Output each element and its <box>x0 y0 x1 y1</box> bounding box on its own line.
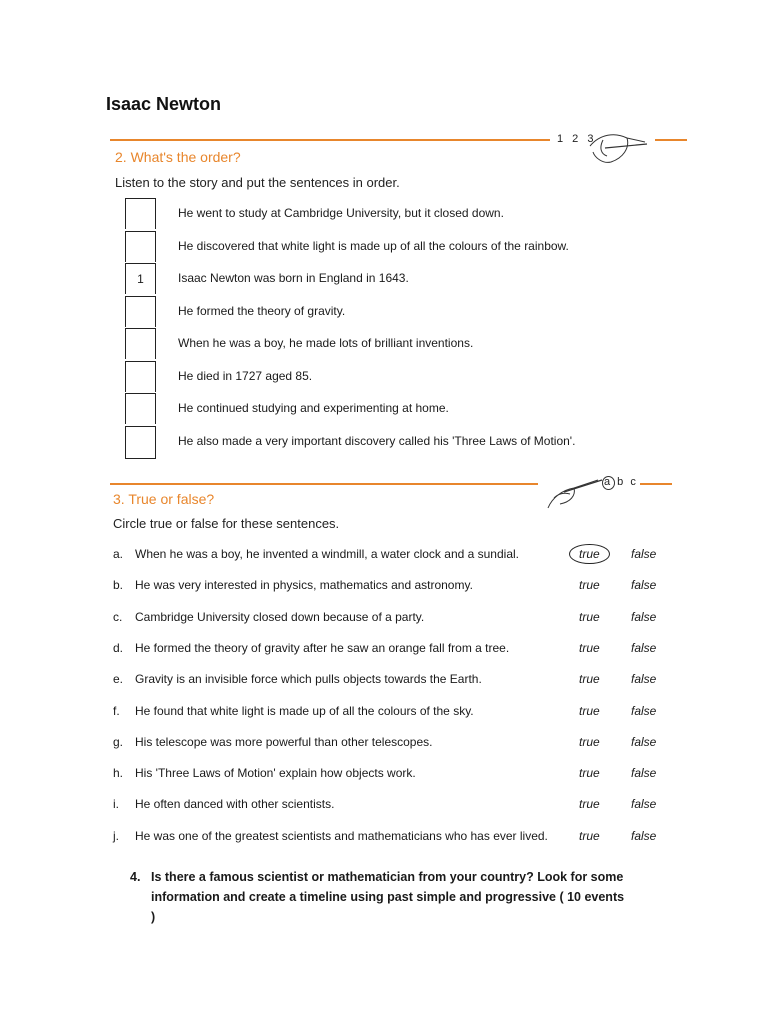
row-letter: b. <box>113 578 124 593</box>
true-option[interactable]: true <box>579 640 600 655</box>
order-sentence: He died in 1727 aged 85. <box>178 368 313 383</box>
true-false-row <box>113 731 673 755</box>
true-false-row <box>113 637 673 661</box>
false-option[interactable]: false <box>631 734 657 749</box>
true-option[interactable]: true <box>579 609 600 624</box>
row-letter: g. <box>113 734 124 749</box>
order-sentence: He formed the theory of gravity. <box>178 303 346 318</box>
false-option[interactable]: false <box>631 547 657 561</box>
statement-text: He was one of the greatest scientists and mathematicians who has ever lived. <box>135 828 548 843</box>
false-option[interactable]: false <box>631 766 657 781</box>
statement-text: He found that white light is made up of all the colours of the sky. <box>135 703 474 718</box>
section3-rule-left <box>110 483 538 485</box>
statement-text: He often danced with other scientists. <box>135 797 335 812</box>
statement-text: When he was a boy, he invented a windmill, a water clock and a sundial. <box>135 547 519 561</box>
question4-text: Is there a famous scientist or mathematician from your country? Look for some information and create a timeline using past simple and progressive ( 10 events ) <box>151 870 625 924</box>
row-letter: c. <box>113 609 123 624</box>
false-option[interactable]: false <box>631 672 657 687</box>
false-option[interactable]: false <box>631 828 657 843</box>
order-row <box>125 426 685 458</box>
section3-letters-art: a b c <box>604 476 638 488</box>
true-false-row <box>113 700 673 724</box>
section2-heading: 2. What's the order? <box>115 149 241 165</box>
statement-text: His 'Three Laws of Motion' explain how objects work. <box>135 766 416 781</box>
order-sentence: Isaac Newton was born in England in 1643. <box>178 271 409 285</box>
statement-text: He formed the theory of gravity after he saw an orange fall from a tree. <box>135 640 510 655</box>
row-letter: i. <box>113 797 119 812</box>
row-letter: d. <box>113 640 124 655</box>
true-option[interactable]: true <box>579 578 600 593</box>
writing-hand-icon-2 <box>540 468 610 518</box>
false-option[interactable]: false <box>631 609 657 624</box>
true-option[interactable]: true <box>579 766 600 781</box>
statement-text: Gravity is an invisible force which pulls objects towards the Earth. <box>135 672 482 687</box>
true-false-row <box>113 543 673 567</box>
section3-heading: 3. True or false? <box>113 491 215 507</box>
row-letter: e. <box>113 672 124 687</box>
row-letter: f. <box>113 703 120 718</box>
order-number-box[interactable] <box>125 426 156 459</box>
statement-text: He was very interested in physics, mathematics and astronomy. <box>135 578 473 593</box>
order-number-box[interactable] <box>125 393 156 424</box>
order-row <box>125 231 685 263</box>
section2-rule-left <box>110 139 550 141</box>
order-number-box[interactable] <box>125 198 156 229</box>
false-option[interactable]: false <box>631 797 657 812</box>
page-title: Isaac Newton <box>106 94 222 114</box>
true-option[interactable]: true <box>579 672 600 687</box>
order-sentence: He went to study at Cambridge University, but it closed down. <box>178 206 504 220</box>
row-letter: a. <box>113 547 124 561</box>
row-letter: j. <box>113 828 119 843</box>
order-row <box>125 328 685 360</box>
order-number-box[interactable] <box>125 361 156 392</box>
writing-hand-icon <box>585 124 655 174</box>
true-false-row <box>113 668 673 692</box>
order-sentence: He discovered that white light is made up of all the colours of the rainbow. <box>178 238 569 253</box>
true-option[interactable]: true <box>579 797 600 812</box>
order-row <box>125 198 685 230</box>
order-number-box[interactable] <box>125 328 156 359</box>
circled-a-mark <box>602 476 615 490</box>
true-false-row <box>113 793 673 817</box>
row-letter: h. <box>113 766 124 781</box>
order-number-box[interactable]: 1 <box>125 263 156 294</box>
order-number-box[interactable] <box>125 231 156 262</box>
section2-numbers-art: 1 2 3 <box>557 133 597 145</box>
section3-rule-right <box>640 483 672 485</box>
question4-number: 4. <box>130 870 141 884</box>
true-false-row <box>113 606 673 630</box>
section3-instruction: Circle true or false for these sentences. <box>113 516 340 531</box>
true-option[interactable]: true <box>579 734 600 749</box>
order-row <box>125 393 685 425</box>
order-sentence: He continued studying and experimenting at home. <box>178 401 449 415</box>
true-false-row <box>113 762 673 786</box>
order-sentence: When he was a boy, he made lots of brilliant inventions. <box>178 336 474 350</box>
true-false-row <box>113 825 673 849</box>
true-false-row <box>113 574 673 598</box>
section2-instruction: Listen to the story and put the sentences in order. <box>115 175 400 190</box>
order-row <box>125 263 685 295</box>
order-number-box[interactable] <box>125 296 156 327</box>
statement-text: Cambridge University closed down because of a party. <box>135 609 425 624</box>
true-option[interactable]: true <box>579 828 600 843</box>
statement-text: His telescope was more powerful than other telescopes. <box>135 734 433 749</box>
true-option[interactable]: true <box>579 703 600 718</box>
false-option[interactable]: false <box>631 640 657 655</box>
order-row <box>125 296 685 328</box>
false-option[interactable]: false <box>631 578 657 593</box>
true-option[interactable]: true <box>569 544 610 564</box>
section2-rule-right <box>655 139 687 141</box>
order-sentence: He also made a very important discovery called his 'Three Laws of Motion'. <box>178 433 576 448</box>
order-row <box>125 361 685 393</box>
false-option[interactable]: false <box>631 703 657 718</box>
